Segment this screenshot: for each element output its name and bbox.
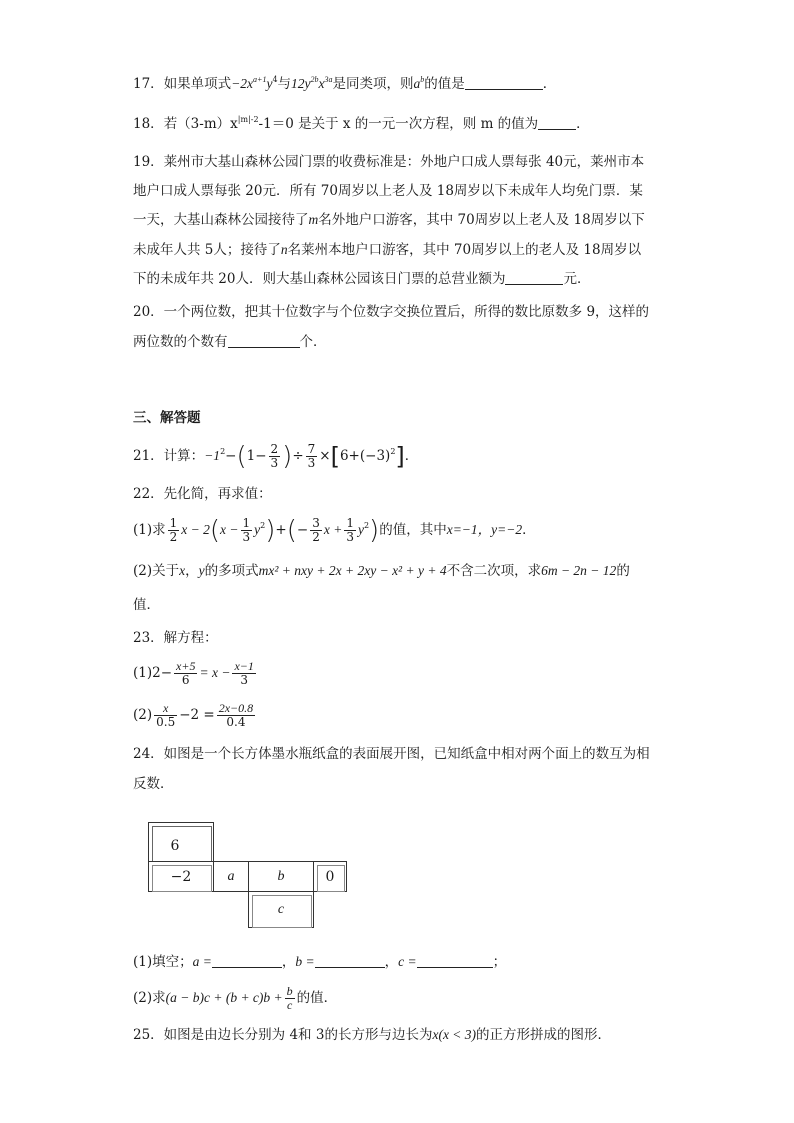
q22-p2-polynomial: mx² + nxy + 2x + 2xy − x² + y + 4	[258, 563, 447, 578]
q20-line-1	[133, 302, 649, 322]
q22-p2-expr: 6m − 2n − 12	[541, 563, 617, 578]
q22-p2-comma: ，	[185, 563, 199, 579]
q23-e1-b: = x −	[199, 665, 231, 680]
q20-line-2	[133, 332, 327, 352]
net-face-left-label: −2	[170, 868, 192, 885]
q25-expr: x(x < 3)	[432, 1027, 477, 1042]
q17-term2-exp: 2b	[310, 75, 319, 84]
q17-text2: 是同类项，则	[332, 76, 414, 92]
q22-p2-c2: 不含二次项，求	[446, 563, 542, 579]
q24-part-2	[133, 984, 337, 1012]
q24-blank-b[interactable]	[315, 953, 385, 968]
q19-text-4b: 名莱州本地户口游客，其中 70周岁以上的老人及 18周岁以	[287, 242, 642, 258]
q22-p1-y1: y	[254, 522, 261, 537]
section-heading-3: 三、解答题	[133, 410, 201, 426]
q22-p1-h: 的值，其中	[379, 522, 447, 538]
q18-text: 若（3-m）x	[163, 116, 238, 132]
q19-text-2: 地户口成人票每张 20元．所有 70周岁以上老人及 18周岁以下未成年人均免门票．某	[133, 183, 643, 199]
q23-e2-a: (2)	[133, 707, 153, 723]
q17-term1-y: y	[266, 76, 273, 91]
q19-line-3	[133, 210, 645, 230]
q21-one: 1−	[246, 448, 267, 464]
q22-title: 22．先化简，再求值：	[133, 486, 272, 502]
q20-text-1: 20．一个两位数，把其十位数字与个位数字交换位置后，所得的数比原数多 9，这样的	[133, 304, 650, 320]
question-17	[133, 74, 556, 94]
q19-line-2	[133, 181, 643, 201]
q19-line-5	[133, 269, 590, 289]
q22-p2-b: 的多项式	[204, 563, 259, 579]
box-net-diagram	[130, 815, 350, 930]
q24-fill-c-label: c =	[398, 954, 417, 969]
q19-line-4	[133, 240, 641, 260]
question-21: 21．计算：$-1^2-(1-$ $\frac{2}{3}$ )÷ $\frac{7}{3}$ $\times[6+(-3)^2]$．	[133, 441, 419, 472]
q22-p1-a: x − 2	[181, 522, 210, 537]
q22-frac-third-1: $\frac{1}{3}$	[242, 516, 251, 544]
q22-part-2	[133, 561, 630, 581]
q20-answer-blank[interactable]	[228, 333, 300, 348]
q17-expr-exp: b	[420, 75, 425, 84]
q24-line-1: 24．如图是一个长方体墨水瓶纸盒的表面展开图，已知纸盒中相对两个面上的数互为相	[133, 746, 650, 762]
q22-p1-end: ．	[522, 522, 536, 538]
q23-e1-frac-2: $\frac{x-1}{3}$	[234, 659, 254, 687]
q19-text-3b: 名外地户口游客，其中 70周岁以上老人及 18周岁以下	[318, 212, 645, 228]
q17-number: 17．	[133, 76, 164, 92]
q25-text2: 的正方形拼成的图形．	[476, 1027, 612, 1043]
q21-inner: 6+(−3)	[339, 448, 391, 464]
q17-text3: 的值是	[424, 76, 465, 92]
q22-p1-f: x +	[323, 522, 343, 537]
q22-p1-plus: +	[275, 522, 287, 538]
q24-sep-1: ，	[281, 954, 296, 970]
q17-term1-y-exp: 4	[272, 75, 278, 84]
net-face-zero-label: 0	[325, 868, 335, 885]
q21-inner-exp: 2	[390, 447, 396, 456]
q23-e2-b: −2 =	[179, 707, 215, 723]
q18-text2: -1＝0 是关于 x 的一元一次方程，则 m 的值为	[258, 116, 539, 132]
q21-minus: −	[225, 448, 237, 464]
q24-fill-in	[133, 952, 506, 972]
q21-term-exp: 2	[220, 447, 226, 456]
q21-term: −1	[204, 448, 221, 463]
q24-blank-a[interactable]	[212, 953, 282, 968]
q22-p2-d: 的	[616, 563, 630, 579]
q17-expr: a	[413, 76, 421, 91]
q24-p2-label: (2)求	[133, 990, 166, 1006]
q24-fill-b-label: b =	[295, 954, 315, 969]
q21-label: 21．计算：	[133, 448, 205, 464]
q22-p2-a: (2)关于	[133, 563, 180, 579]
net-face-a-label: a	[227, 868, 235, 884]
q23-e1-a: (1)2−	[133, 665, 173, 681]
q23-equation-1	[133, 658, 258, 688]
q21-fraction-1: $\frac{2}{3}$	[270, 442, 279, 470]
q19-text-4a: 未成年人共 5人；接待了	[133, 242, 281, 258]
q19-text-3a: 一天，大基山森林公园接待了	[133, 212, 309, 228]
q22-frac-32: $\frac{3}{2}$	[312, 516, 320, 544]
q20-text-2a: 两位数的个数有	[133, 334, 228, 350]
net-face-b	[248, 861, 314, 892]
q24-fill-end: ；	[492, 954, 507, 970]
q17-term1-exp: a+1	[253, 75, 267, 84]
q21-divide: ÷	[292, 448, 304, 464]
q17-term2: 12y	[291, 76, 311, 91]
q21-fraction-2: $\frac{7}{3}$	[307, 442, 316, 470]
q22-p1-values: x=−1，y=−2	[446, 522, 523, 537]
q24-line-2: 反数．	[133, 776, 174, 792]
q24-fill-label: (1)填空；	[133, 954, 193, 970]
question-18	[133, 114, 590, 134]
q19-var-n: n	[280, 242, 288, 257]
q17-term2-x-exp: 3a	[324, 75, 333, 84]
q20-text-2b: 个．	[299, 334, 327, 350]
q21-times: ×	[319, 448, 331, 464]
q18-answer-blank[interactable]	[538, 115, 576, 130]
q24-blank-c[interactable]	[417, 953, 493, 968]
net-face-top-label: 6	[170, 838, 180, 854]
q23-e2-frac-1: $\frac{x}{0.5}$	[156, 701, 176, 729]
q17-term2-x: x	[318, 76, 325, 91]
q22-p2-y: y	[198, 563, 205, 578]
q23-e1-frac-1: $\frac{x+5}{6}$	[176, 659, 196, 687]
q17-term1: −2x	[231, 76, 254, 91]
q22-p1-minus: −	[296, 522, 309, 538]
q18-end: ．	[576, 116, 590, 132]
q19-line-1	[133, 152, 644, 172]
q17-answer-blank[interactable]	[465, 75, 543, 90]
q22-p2-x: x	[179, 563, 186, 578]
net-face-a	[213, 861, 249, 892]
q25-text: 25．如图是由边长分别为 4和 3的长方形与边长为	[133, 1027, 433, 1043]
q21-end: ．	[404, 448, 419, 464]
q17-with: 与	[277, 76, 292, 92]
net-face-b-label: b	[277, 868, 285, 884]
q22-part-2-cont: 值．	[133, 597, 160, 613]
q19-answer-blank[interactable]	[505, 270, 563, 285]
q24-p2-expr: (a − b)c + (b + c)b +	[165, 990, 283, 1005]
net-face-c-label: c	[277, 901, 285, 917]
q23-e2-frac-2: $\frac{2x-0.8}{0.4}$	[218, 701, 254, 729]
q19-text-1: 19．莱州市大基山森林公园门票的收费标准是：外地户口成人票每张 40元，莱州市本	[133, 154, 645, 170]
q19-text-5b: 元．	[563, 271, 591, 287]
q24-fill-a-label: a =	[192, 954, 212, 969]
q24-p2-end: 的值．	[296, 990, 338, 1006]
q22-p1-y2: y	[357, 522, 364, 537]
q18-exponent: |m|-2	[237, 115, 259, 124]
q22-frac-third-2: $\frac{1}{3}$	[346, 516, 354, 544]
q23-equation-2	[133, 700, 257, 730]
q23-title: 23．解方程：	[133, 630, 218, 646]
q24-p2-frac: $\frac{b}{c}$	[286, 984, 293, 1012]
q24-sep-2: ，	[384, 954, 399, 970]
q22-p1-b: x −	[220, 522, 239, 537]
q19-var-m: m	[308, 212, 319, 227]
question-25	[133, 1025, 611, 1045]
q22-frac-half: $\frac{1}{2}$	[169, 516, 178, 544]
q17-end: ．	[542, 76, 557, 92]
q22-p1-label: (1)求	[133, 522, 166, 538]
q17-text: 如果单项式	[163, 76, 232, 92]
q18-number: 18．	[133, 116, 164, 132]
q22-part-1: (1)求 $\frac{1}{2}$ x − 2(x − $\frac{1}{3}$ $y^2)+(-$ $\frac{3}{2}$ x + $\frac{1}{3}$ $y^2$)的值，其中x=−1，y=−2．	[133, 515, 536, 546]
q19-text-5a: 下的未成年共 20人．则大基山森林公园该日门票的总营业额为	[133, 271, 506, 287]
